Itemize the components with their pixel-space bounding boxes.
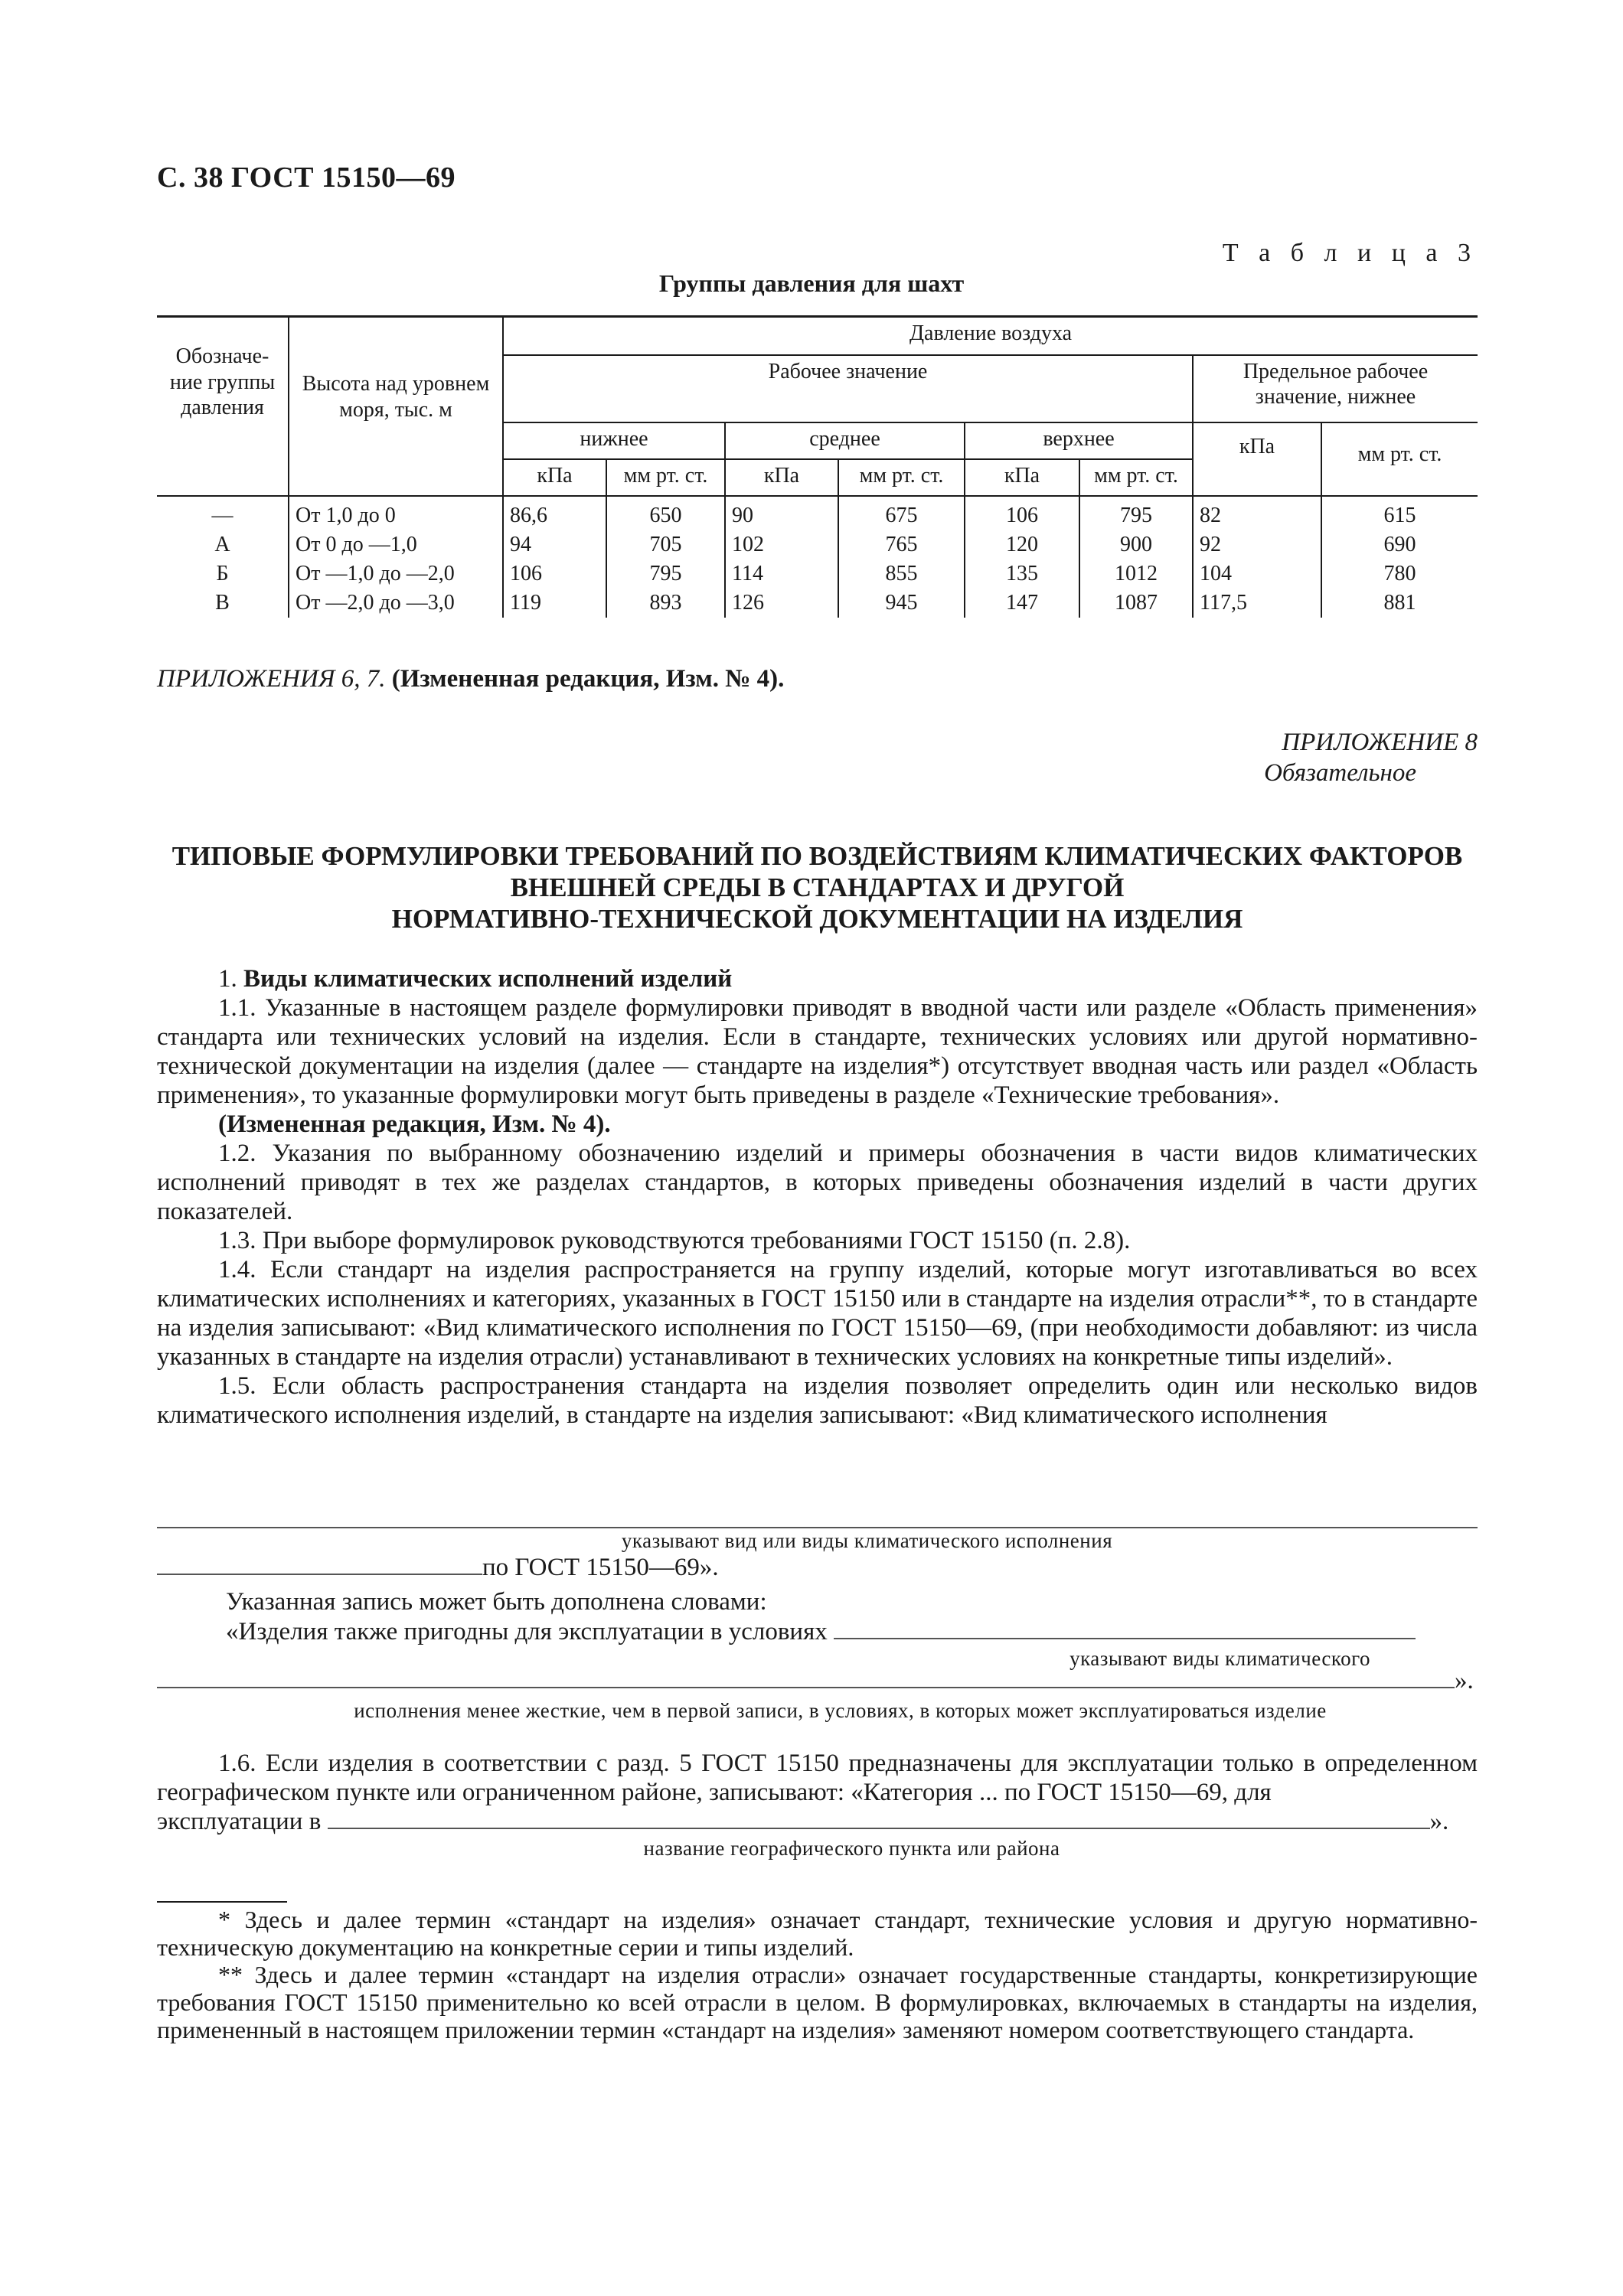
table-row <box>157 530 1478 559</box>
form-line <box>157 1667 1478 1694</box>
header-limit-kpa: кПа <box>1193 422 1321 496</box>
cell-group: А <box>214 532 230 556</box>
blank-caption: указывают виды климатического <box>1069 1647 1370 1670</box>
cell-lower-kpa: 86,6 <box>503 496 606 530</box>
header-lower: нижнее <box>503 422 725 459</box>
header-upper-mmhg: мм рт. ст. <box>1079 459 1193 496</box>
cell-limit-kpa: 92 <box>1193 530 1321 559</box>
header-middle-kpa: кПа <box>725 459 838 496</box>
appendix-title-line: ТИПОВЫЕ ФОРМУЛИРОВКИ ТРЕБОВАНИЙ ПО ВОЗДЕЙСТВИЯМ КЛИМАТИЧЕСКИХ ФАКТОРОВ <box>171 841 1463 871</box>
form-text: «Изделия также пригодны для эксплуатации в условиях <box>226 1618 828 1645</box>
appendix-title <box>157 840 1478 934</box>
form-suffix: по ГОСТ 15150—69». <box>482 1554 719 1581</box>
form-line <box>157 1617 1478 1646</box>
cell-upper-mmhg: 1012 <box>1079 559 1193 589</box>
table-title: Группы давления для шахт <box>658 269 965 297</box>
paragraph-1-5: 1.5. Если область распространения стандарта на изделия позволяет определить один или несколько видов климатического исполнения изделий, в стандарте на изделия записывают: «Вид климатического исполнения <box>157 1372 1478 1429</box>
cell-altitude: От —1,0 до —2,0 <box>289 559 503 589</box>
cell-limit-mmhg: 690 <box>1321 530 1478 559</box>
section-heading <box>157 964 1478 993</box>
cell-upper-mmhg: 1087 <box>1079 589 1193 618</box>
blank-caption: название географического пункта или района <box>643 1837 1060 1860</box>
cell-upper-kpa: 106 <box>965 496 1079 530</box>
cell-limit-kpa: 104 <box>1193 559 1321 589</box>
header-middle-mmhg: мм рт. ст. <box>838 459 965 496</box>
cell-altitude: От 0 до —1,0 <box>289 530 503 559</box>
cell-middle-kpa: 126 <box>725 589 838 618</box>
amendment-note: (Измененная редакция, Изм. № 4). <box>218 1110 611 1138</box>
header-middle: среднее <box>725 422 965 459</box>
cell-group: — <box>211 503 233 527</box>
form-line <box>157 1807 1478 1836</box>
page-header: С. 38 ГОСТ 15150—69 <box>157 161 456 194</box>
cell-upper-kpa: 135 <box>965 559 1079 589</box>
table-row <box>157 559 1478 589</box>
appendix-title-line: ВНЕШНЕЙ СРЕДЫ В СТАНДАРТАХ И ДРУГОЙ <box>510 872 1125 902</box>
header-altitude: Высота над уровнем моря, тыс. м <box>289 317 503 496</box>
cell-altitude: От 1,0 до 0 <box>289 496 503 530</box>
table-row <box>157 589 1478 618</box>
appendix-number: ПРИЛОЖЕНИЕ 8 <box>1282 729 1478 756</box>
cell-middle-kpa: 102 <box>725 530 838 559</box>
section-1 <box>157 964 1478 1430</box>
form-text: эксплуатации в <box>157 1808 322 1835</box>
form-end-quote: ». <box>1455 1667 1474 1694</box>
cell-group: В <box>215 590 230 615</box>
appendix-label-block <box>1264 727 1478 788</box>
footnote-1: * Здесь и далее термин «стандарт на изделия» означает стандарт, технические условия и другую нормативно-техническую документацию на конкретные серии и типы изделий. <box>157 1906 1478 1961</box>
cell-upper-mmhg: 795 <box>1079 496 1193 530</box>
footnotes <box>157 1906 1478 2043</box>
cell-upper-mmhg: 900 <box>1079 530 1193 559</box>
header-upper: верхнее <box>965 422 1193 459</box>
appendix-status: Обязательное <box>1264 759 1416 787</box>
header-air-pressure: Давление воздуха <box>503 317 1478 355</box>
cell-limit-kpa: 82 <box>1193 496 1321 530</box>
header-lower-mmhg: мм рт. ст. <box>606 459 725 496</box>
pressure-groups-table <box>157 315 1478 618</box>
paragraph-1-6 <box>157 1749 1478 1861</box>
cell-upper-kpa: 120 <box>965 530 1079 559</box>
paragraph-1-6-text: 1.6. Если изделия в соответствии с разд. 5 ГОСТ 15150 предназначены для эксплуатации только в определенном географическом пункте или ограниченном районе, записывают: «Категория ... по ГОСТ 15150—69, для <box>157 1750 1478 1806</box>
cell-lower-mmhg: 705 <box>606 530 725 559</box>
cell-lower-kpa: 106 <box>503 559 606 589</box>
cell-middle-mmhg: 765 <box>838 530 965 559</box>
paragraph-1-4: 1.4. Если стандарт на изделия распространяется на группу изделий, которые могут изготавливаться во всех климатических исполнениях и категориях, указанных в ГОСТ 15150 или в стандарте на изделия отрасли**, то в стандарте на изделия записывают: «Вид климатического исполнения по ГОСТ 15150—69, (при необходимости добавляют: из числа указанных в стандарте на изделия отрасли) устанавливают в технических условиях на конкретные типы изделий». <box>157 1256 1478 1371</box>
paragraph-1-1: 1.1. Указанные в настоящем разделе формулировки приводят в вводной части или разделе «Область применения» стандарта или технических условий на изделия. Если в стандарте, технических условиях или другой нормативно-технической документации на изделия (далее — стандарте на изделия*) отсутствует вводная часть или раздел «Область применения», то указанные формулировки могут быть приведены в разделе «Технические требования». <box>157 994 1478 1109</box>
appendix-title-line: НОРМАТИВНО-ТЕХНИЧЕСКОЙ ДОКУМЕНТАЦИИ НА ИЗДЕЛИЯ <box>391 904 1243 934</box>
cell-altitude: От —2,0 до —3,0 <box>289 589 503 618</box>
paragraph-1-3: 1.3. При выборе формулировок руководствуются требованиями ГОСТ 15150 (п. 2.8). <box>218 1227 1131 1254</box>
cell-lower-kpa: 119 <box>503 589 606 618</box>
cell-middle-mmhg: 945 <box>838 589 965 618</box>
cell-limit-mmhg: 780 <box>1321 559 1478 589</box>
footnote-separator <box>157 1901 287 1903</box>
appendix-6-7-ref: ПРИЛОЖЕНИЯ 6, 7. <box>157 665 386 693</box>
blank-line <box>157 1574 482 1575</box>
section-number: 1. <box>218 965 237 993</box>
blank-line <box>834 1638 1416 1639</box>
cell-limit-mmhg: 615 <box>1321 496 1478 530</box>
form-line: Указанная запись может быть дополнена словами: <box>226 1588 767 1616</box>
cell-lower-mmhg: 893 <box>606 589 725 618</box>
form-line <box>157 1553 1478 1582</box>
blank-caption: указывают вид или виды климатического исполнения <box>621 1529 1113 1552</box>
form-end-quote: ». <box>1429 1808 1449 1835</box>
amendment-ref: (Измененная редакция, Изм. № 4). <box>391 665 785 693</box>
cell-upper-kpa: 147 <box>965 589 1079 618</box>
header-limit-working-lower: Предельное рабочее значение, нижнее <box>1193 355 1478 422</box>
cell-lower-mmhg: 795 <box>606 559 725 589</box>
cell-middle-mmhg: 675 <box>838 496 965 530</box>
cell-group: Б <box>216 561 229 585</box>
cell-limit-mmhg: 881 <box>1321 589 1478 618</box>
paragraph-1-2: 1.2. Указания по выбранному обозначению изделий и примеры обозначения в части видов климатических исполнений приводят в тех же разделах стандартов, в которых приведены обозначения изделий в части других показателей. <box>157 1140 1478 1225</box>
cell-middle-mmhg: 855 <box>838 559 965 589</box>
header-upper-kpa: кПа <box>965 459 1079 496</box>
header-lower-kpa: кПа <box>503 459 606 496</box>
cell-middle-kpa: 114 <box>725 559 838 589</box>
blank-line <box>328 1828 1430 1829</box>
form-template-1-5 <box>157 1527 1478 1861</box>
header-designation: Обозначе-ние группы давления <box>157 317 289 496</box>
appendix-6-7-amendment-note <box>157 664 1478 693</box>
footnote-2: ** Здесь и далее термин «стандарт на изделия отрасли» означает государственные стандарты, конкретизирующие требования ГОСТ 15150 применительно ко всей отрасли в целом. В формулировках, включаемых в стандарты на изделия, примененный в настоящем приложении термин «стандарт на изделия» заменяют номером соответствующего стандарта. <box>157 1961 1478 2043</box>
cell-lower-mmhg: 650 <box>606 496 725 530</box>
header-working-value: Рабочее значение <box>503 355 1193 422</box>
cell-middle-kpa: 90 <box>725 496 838 530</box>
header-limit-mmhg: мм рт. ст. <box>1321 422 1478 496</box>
blank-caption: исполнения менее жесткие, чем в первой записи, в условиях, в которых может эксплуатироваться изделие <box>354 1699 1327 1722</box>
table-row <box>157 496 1478 530</box>
section-title: Виды климатических исполнений изделий <box>243 965 733 993</box>
cell-lower-kpa: 94 <box>503 530 606 559</box>
blank-line <box>157 1687 1455 1688</box>
cell-limit-kpa: 117,5 <box>1193 589 1321 618</box>
table-number: Т а б л и ц а 3 <box>1222 239 1478 267</box>
